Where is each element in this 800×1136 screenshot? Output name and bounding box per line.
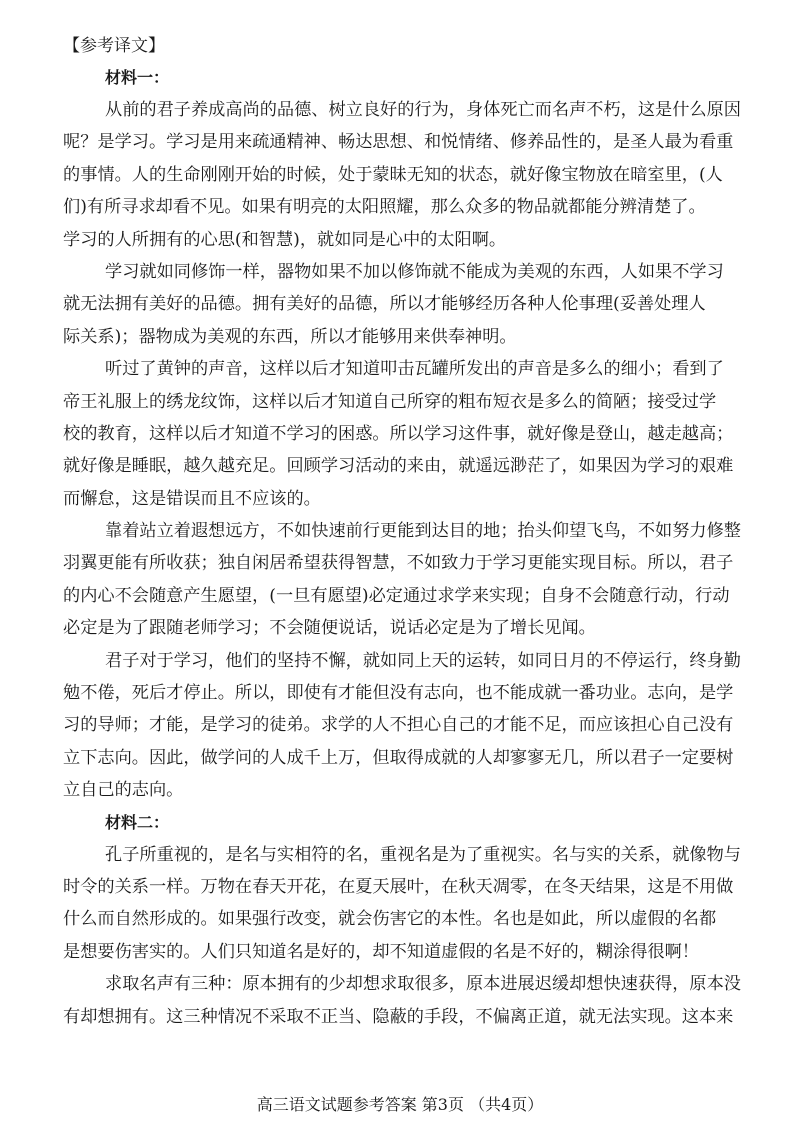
paragraph — [63, 645, 768, 807]
text-line: 校的教育，这样以后才知道不学习的困惑。所以学习这件事，就好像是登山，越走越高； — [63, 423, 734, 444]
text-line: 习的导师；才能，是学习的徒弟。求学的人不担心自己的才能不足，而应该担心自己没有 — [63, 715, 734, 736]
reference-translation-heading: 【参考译文】 — [63, 36, 165, 56]
paragraph — [63, 839, 768, 969]
text-line: 而懈怠，这是错误而且不应该的。 — [63, 488, 321, 509]
text-line: 孔子所重视的，是名与实相符的名，重视名是为了重视实。名与实的关系，就像物与 — [105, 844, 741, 865]
text-line: 就无法拥有美好的品德。拥有美好的品德，所以才能够经历各种人伦事理(妥善处理人 — [63, 294, 706, 315]
paragraph — [63, 94, 768, 256]
text-line: 羽翼更能有所收获；独自闲居希望获得智慧，不如致力于学习更能实现目标。所以，君子 — [63, 553, 734, 574]
text-line: 听过了黄钟的声音，这样以后才知道叩击瓦罐所发出的声音是多么的细小；看到了 — [105, 359, 724, 380]
text-line: 立自己的志向。 — [63, 780, 184, 801]
text-line: 必定是为了跟随老师学习；不会随便说话，说话必定是为了增长见闻。 — [63, 618, 596, 639]
text-line: 从前的君子养成高尚的品德、树立良好的行为，身体死亡而名声不朽，这是什么原因 — [105, 100, 741, 120]
text-line: 学习的人所拥有的心思(和智慧)，就如同是心中的太阳啊。 — [63, 229, 507, 250]
text-line: 的内心不会随意产生愿望，(一旦有愿望)必定通过求学来实现；自身不会随意行动，行动 — [63, 585, 730, 606]
page-footer: 高三语文试题参考答案 第3页 （共4页） — [256, 1095, 544, 1114]
section-title-material-2: 材料二： — [105, 812, 170, 832]
paragraph — [63, 515, 768, 645]
paragraph — [63, 256, 768, 353]
text-line: 靠着站立着遐想远方，不如快速前行更能到达目的地；抬头仰望飞鸟，不如努力修整 — [105, 521, 741, 542]
paragraph — [63, 353, 768, 515]
text-line: 就好像是睡眠，越久越充足。回顾学习活动的来由，就遥远渺茫了，如果因为学习的艰难 — [63, 456, 734, 477]
text-line: 帝王礼服上的绣龙纹饰，这样以后才知道自己所穿的粗布短衣是多么的简陋；接受过学 — [63, 391, 717, 412]
text-line: 呢？是学习。学习是用来疏通精神、畅达思想、和悦情绪、修养品性的，是圣人最为看重 — [63, 132, 734, 153]
text-line: 什么而自然形成的。如果强行改变，就会伤害它的本性。名也是如此，所以虚假的名都 — [63, 909, 717, 930]
text-line: 立下志向。因此，做学问的人成千上万，但取得成就的人却寥寥无几，所以君子一定要树 — [63, 747, 734, 768]
text-line: 勉不倦，死后才停止。所以，即使有才能但没有志向，也不能成就一番功业。志向，是学 — [63, 683, 734, 704]
document-page — [63, 30, 768, 1033]
paragraph — [63, 968, 768, 1033]
text-line: 是想要伤害实的。人们只知道名是好的，却不知道虚假的名是不好的，糊涂得很啊！ — [63, 941, 699, 962]
section-title-material-1: 材料一： — [105, 68, 170, 87]
text-line: 求取名声有三种：原本拥有的少却想求取很多，原本进展迟缓却想快速获得，原本没 — [105, 974, 741, 995]
text-line: 君子对于学习，他们的坚持不懈，就如同上天的运转，如同日月的不停运行，终身勤 — [105, 650, 741, 671]
text-line: 际关系)；器物成为美观的东西，所以才能够用来供奉神明。 — [63, 326, 517, 347]
text-line: 有却想拥有。这三种情况不采取不正当、隐蔽的手段，不偏离正道，就无法实现。这本来 — [63, 1006, 734, 1027]
text-line: 学习就如同修饰一样，器物如果不加以修饰就不能成为美观的东西，人如果不学习 — [105, 261, 724, 282]
text-line: 的事情。人的生命刚刚开始的时候，处于蒙昧无知的状态，就好像宝物放在暗室里，(人 — [63, 164, 723, 185]
text-line: 们)有所寻求却看不见。如果有明亮的太阳照耀，那么众多的物品就都能分辨清楚了。 — [63, 197, 706, 218]
text-line: 时令的关系一样。万物在春天开花，在夏天展叶，在秋天凋零，在冬天结果，这是不用做 — [63, 876, 734, 897]
